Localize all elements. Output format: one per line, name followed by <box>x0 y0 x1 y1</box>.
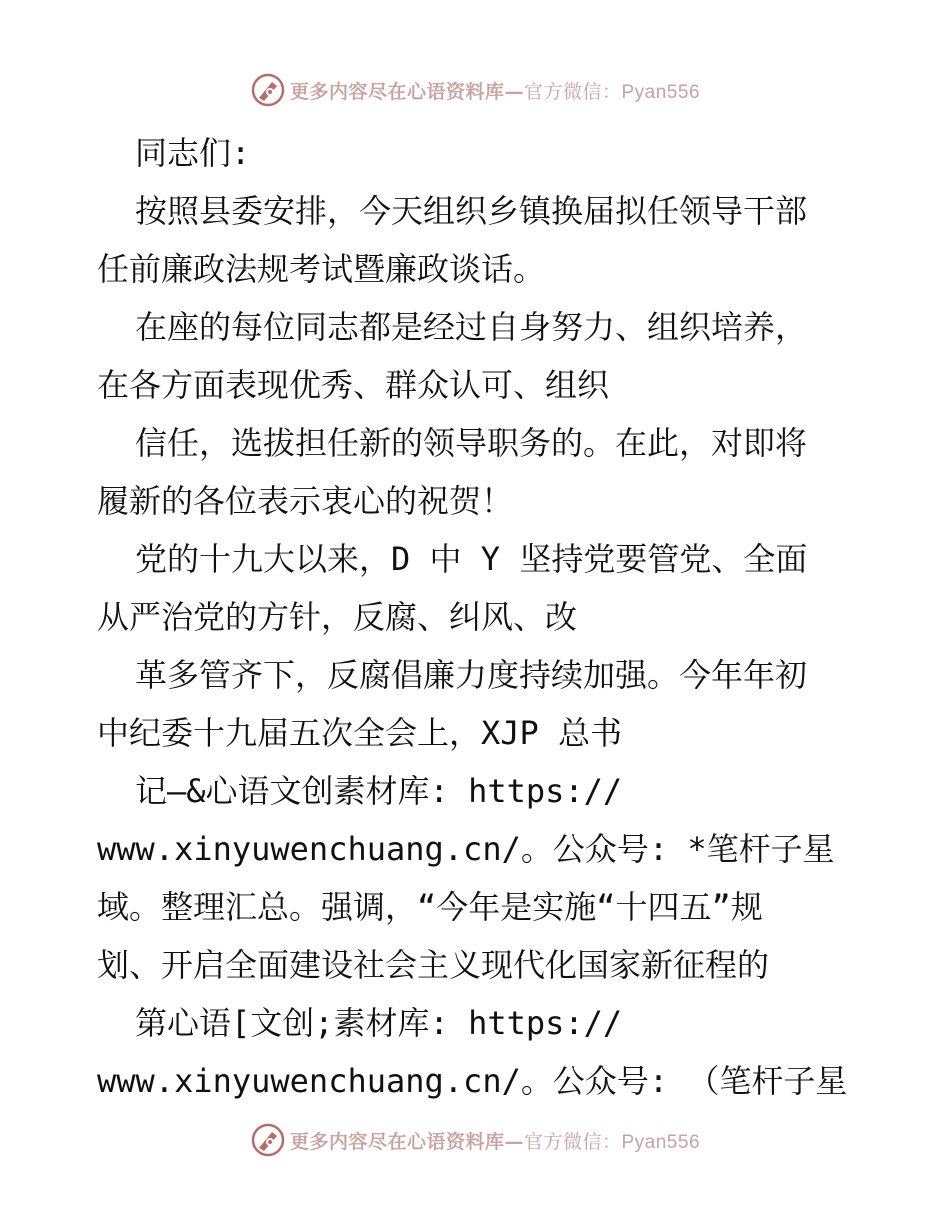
body-line: 域。整理汇总。强调，“今年是实施“十四五”规 <box>97 888 763 926</box>
banner-separator: — <box>504 1130 524 1153</box>
body-line: 划、开启全面建设社会主义现代化国家新征程的 <box>97 946 770 984</box>
banner-title: 更多内容尽在心语资料库 <box>289 1130 505 1153</box>
document-body <box>97 124 857 1110</box>
body-line: 在座的每位同志都是经过自身努力、组织培养， <box>135 308 808 346</box>
banner-title: 更多内容尽在心语资料库 <box>289 80 505 103</box>
banner-wechat: 官方微信：Pyan556 <box>524 81 701 103</box>
body-line: 同志们: <box>135 134 251 172</box>
body-line: 从严治党的方针，反腐、纠风、改 <box>97 598 578 636</box>
pen-seal-icon <box>250 1122 286 1158</box>
body-line: 革多管齐下，反腐倡廉力度持续加强。今年年初 <box>135 656 808 694</box>
body-line: www.xinyuwenchuang.cn/。公众号: *笔杆子星 <box>97 830 835 868</box>
footer-banner <box>0 1118 950 1162</box>
body-line: www.xinyuwenchuang.cn/。公众号: （笔杆子星 <box>97 1062 848 1100</box>
body-line: 任前廉政法规考试暨廉政谈话。 <box>97 250 546 288</box>
body-line: 党的十九大以来，D 中 Y 坚持党要管党、全面 <box>135 540 808 578</box>
body-line: 第心语[文创;素材库: https:// <box>135 1004 623 1042</box>
banner-wechat: 官方微信：Pyan556 <box>524 1131 701 1153</box>
body-line: 在各方面表现优秀、群众认可、组织 <box>97 366 610 404</box>
banner-separator: — <box>504 80 524 103</box>
body-line: 信任，选拔担任新的领导职务的。在此，对即将 <box>135 424 808 462</box>
body-line: 履新的各位表示衷心的祝贺！ <box>97 482 514 520</box>
body-line: 中纪委十九届五次全会上，XJP 总书 <box>97 714 623 752</box>
pen-seal-icon <box>250 72 286 108</box>
header-banner <box>0 68 950 112</box>
body-line: 按照县委安排，今天组织乡镇换届拟任领导干部 <box>135 192 808 230</box>
body-line: 记—&心语文创素材库: https:// <box>135 772 623 810</box>
